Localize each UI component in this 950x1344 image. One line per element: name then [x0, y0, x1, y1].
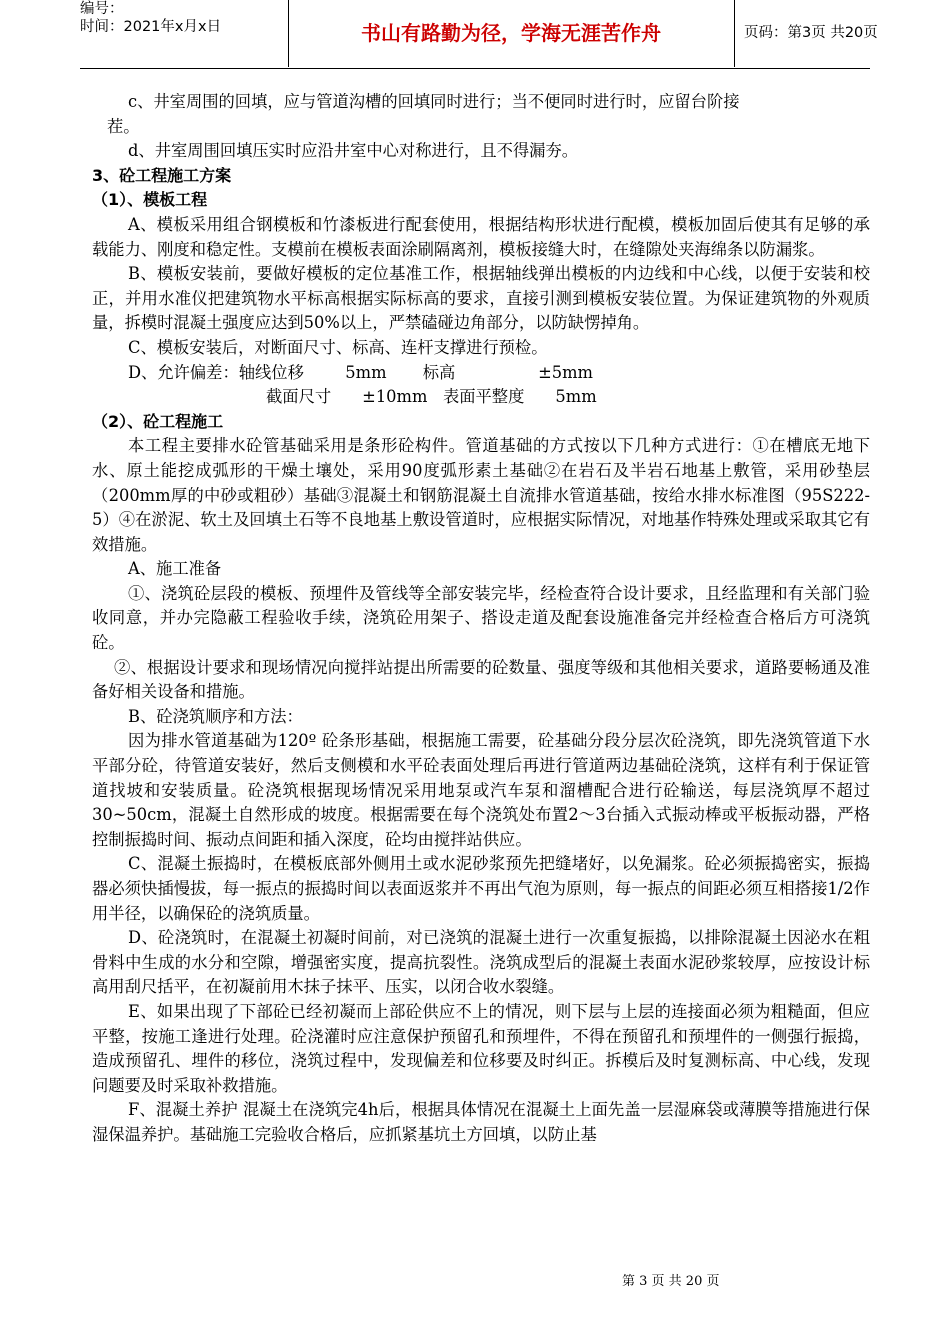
- paragraph-pour-title: B、砼浇筑顺序和方法：: [128, 706, 303, 726]
- paragraph-pour-method: 因为排水管道基础为120º 砼条形基础，根据施工需要，砼基础分段分层次砼浇筑，即先浇筑管道下水平部分砼，待管道安装好，然后支侧模和水平砼表面处理后再进行管道两边基础砼浇筑，这样有利于保证管道找坡和安装质量。砼浇筑根据现场情况采用地泵或汽车泵和溜槽配合进行砼输送，每层浇筑厚不超过30~50cm，混凝土自然形成的坡度。根据需要在每个浇筑处布置2～3台插入式振动棒或平板振动器，严格控制振捣时间、振动点间距和插入深度，砼均由搅拌站供应。: [92, 731, 870, 849]
- paragraph-curing: F、混凝土养护 混凝土在浇筑完4h后，根据具体情况在混凝土上面先盖一层湿麻袋或薄膜等措施进行保湿保温养护。基础施工完验收合格后，应抓紧基坑土方回填，以防止基: [92, 1100, 870, 1144]
- paragraph-formwork-b: B、模板安装前，要做好模板的定位基准工作，根据轴线弹出模板的内边线和中心线，以便于安装和校正，并用水准仪把建筑物水平标高根据实际标高的要求，直接引测到模板安装位置。为保证建筑物的外观质量，拆模时混凝土强度应达到50%以上，严禁磕碰边角部分，以防缺愣掉角。: [92, 264, 870, 333]
- paragraph-formwork-a: A、模板采用组合钢模板和竹漆板进行配套使用，根据结构形状进行配模，模板加固后使其有足够的承载能力、刚度和稳定性。支模前在模板表面涂刷隔离剂，模板接缝大时，在缝隙处夹海绵条以防漏浆。: [92, 214, 870, 259]
- paragraph-c-cont: 茬。: [107, 116, 140, 136]
- document-body: [92, 90, 870, 1148]
- doc-time-label: 时间：2021年x月x日: [80, 19, 222, 35]
- header-page-info: 页码：第3页 共20页: [744, 25, 878, 41]
- paragraph-prep-1: ①、浇筑砼层段的模板、预埋件及管线等全部安装完毕，经检查符合设计要求，且经监理和有关部门验收同意，并办完隐蔽工程验收手续，浇筑砼用架子、搭设走道及配套设施准备完并经检查合格后方可浇筑砼。: [92, 583, 870, 653]
- subsection-heading-formwork: （1）、模板工程: [92, 190, 208, 210]
- header-meta: [80, 0, 289, 67]
- paragraph-prep-2: ②、根据设计要求和现场情况向搅拌站提出所需要的砼数量、强度等级和其他相关要求，道路要畅通及准备好相关设备和措施。: [92, 657, 870, 702]
- subsection-heading-concrete: （2）、砼工程施工: [92, 411, 224, 431]
- paragraph-c: c、井室周围的回填，应与管道沟槽的回填同时进行；当不便同时进行时，应留台阶接: [128, 92, 740, 111]
- page-footer: 第 3 页 共 20 页: [622, 1274, 720, 1289]
- paragraph-vibration: C、混凝土振捣时，在模板底部外侧用土或水泥砂浆预先把缝堵好，以免漏浆。砼必须振捣密实，振捣器必须快插慢拔，每一振点的振捣时间以表面返浆并不再出气泡为原则，每一振点的间距必须互相搭接1/2作用半径，以确保砼的浇筑质量。: [92, 854, 870, 923]
- tolerance-line-1: D、允许偏差：轴线位移 5mm 标高 ±5mm: [128, 362, 593, 382]
- header-motto: 书山有路勤为径，学海无涯苦作舟: [288, 0, 735, 67]
- paragraph-prep-title: A、施工准备: [128, 559, 222, 579]
- paragraph-d: d、井室周围回填压实时应沿井室中心对称进行，且不得漏夯。: [128, 141, 579, 161]
- page-header: [80, 0, 878, 69]
- paragraph-cold-joint: E、如果出现了下部砼已经初凝而上部砼供应不上的情况，则下层与上层的连接面必须为粗糙面，但应平整，按施工逢进行处理。砼浇灌时应注意保护预留孔和预埋件，不得在预留孔和预埋件的一侧强行振捣，造成预留孔、埋件的移位，浇筑过程中，发现偏差和位移要及时纠正。拆模后及时复测标高、中心线，发现问题要及时采取补救措施。: [92, 1001, 870, 1095]
- tolerance-line-2: 截面尺寸 ±10mm 表面平整度 5mm: [266, 387, 597, 407]
- paragraph-revibration: D、砼浇筑时，在混凝土初凝时间前，对已浇筑的混凝土进行一次重复振捣，以排除混凝土因泌水在粗骨料中生成的水分和空隙，增强密实度，提高抗裂性。浇筑成型后的混凝土表面水泥砂浆较厚，应按设计标高用刮尺括平，在初凝前用木抹子抹平、压实，以闭合收水裂缝。: [92, 928, 870, 997]
- doc-number-label: 编号：: [80, 1, 124, 17]
- paragraph-formwork-c: C、模板安装后，对断面尺寸、标高、连杆支撑进行预检。: [128, 337, 548, 357]
- section-heading: 3、砼工程施工方案: [92, 165, 232, 185]
- paragraph-concrete-main: 本工程主要排水砼管基础采用是条形砼构件。管道基础的方式按以下几种方式进行：①在槽底无地下水、原土能挖成弧形的干燥土壤处，采用90度弧形素土基础②在岩石及半岩石地基上敷管，采用砂垫层（200mm厚的中砂或粗砂）基础③混凝土和钢筋混凝土自流排水管道基础，按给水排水标准图（95S222-5）④在淤泥、软土及回填土石等不良地基上敷设管道时，应根据实际情况，对地基作特殊处理或采取其它有效措施。: [92, 436, 870, 554]
